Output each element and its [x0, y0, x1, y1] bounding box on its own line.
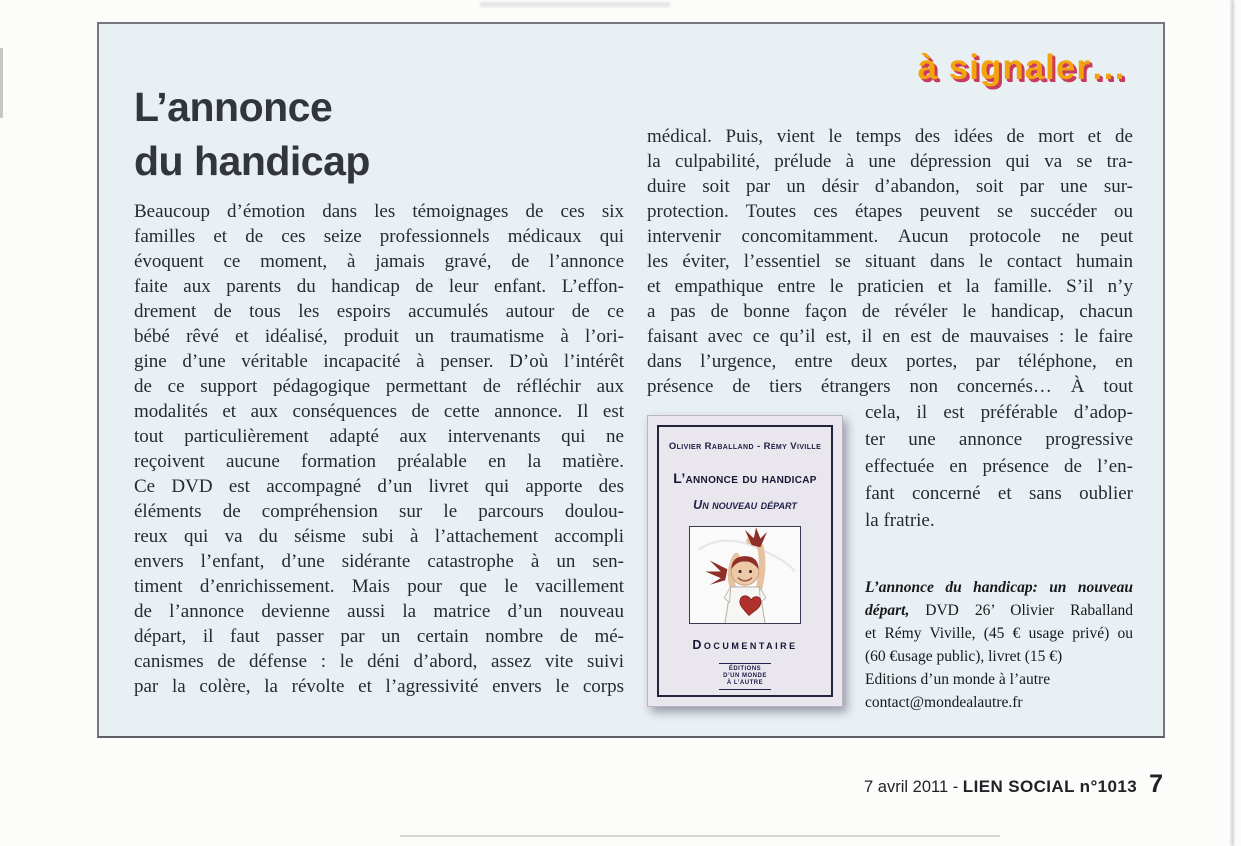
text-line: et empathique entre le praticien et la famille. S’il n’y: [647, 276, 1133, 297]
text-line: par la colère, la révolte et l’agressivité envers le corps: [134, 676, 624, 697]
dvd-genre: Documentaire: [692, 638, 798, 652]
text-line: de ce support pédagogique permettant de réfléchir aux: [134, 376, 624, 397]
text-line: intervenir concomitamment. Aucun protocole ne peut: [647, 226, 1133, 247]
text-line: drement de tous les espoirs accumulés autour de ce: [134, 301, 624, 322]
text-line: timent d’enrichissement. Mais pour que le vacillement: [134, 576, 624, 597]
girl-illustration-icon: [689, 526, 801, 624]
dvd-cover-frame: [657, 425, 833, 697]
text-line: la culpabilité, prélude à une dépression qui va se tra-: [647, 151, 1133, 172]
text-line: faisant avec ce qu’il est, il en est de mauvaises : le faire: [647, 326, 1133, 347]
caption-line: [865, 599, 1133, 622]
dvd-publisher-line2: D’UN MONDE: [723, 673, 767, 679]
right-column-wrap-row: [647, 399, 1133, 714]
text-line: médical. Puis, vient le temps des idées de mort et de: [647, 126, 1133, 147]
text-line: cela, il est préférable d’adop-: [865, 402, 1133, 423]
caption-text: DVD 26’ Olivier Raballand: [909, 602, 1133, 619]
right-column: [647, 124, 1133, 714]
text-line: Beaucoup d’émotion dans les témoignages de ces six: [134, 201, 624, 222]
text-line: fant concerné et sans oublier: [865, 483, 1133, 504]
scan-artifact-left-edge: [0, 48, 3, 118]
footer-page-number: 7: [1149, 770, 1163, 798]
text-line: ter une annonce progressive: [865, 429, 1133, 450]
caption-bold-text: départ,: [865, 602, 910, 619]
text-line: familles et de ces seize professionnels médicaux qui: [134, 226, 624, 247]
footer-date: 7 avril 2011 -: [864, 778, 963, 796]
text-line: protection. Toutes ces étapes peuvent se succéder ou: [647, 201, 1133, 222]
caption-line: [865, 622, 1133, 645]
text-line: canismes de défense : le déni d’abord, assez vite suivi: [134, 651, 624, 672]
caption-email: [865, 691, 1133, 714]
article-title-line1: L’annonce: [134, 84, 333, 130]
dvd-subtitle: Un nouveau départ: [693, 498, 797, 512]
caption-text: et Rémy Viville, (45 € usage privé) ou: [865, 625, 1133, 642]
text-line: la fratrie.: [865, 510, 935, 531]
text-line: reçoivent aucune formation préalable en la matière.: [134, 451, 624, 472]
text-line: tout particulièrement adapté aux intervenants qui ne: [134, 426, 624, 447]
text-line: effectuée en présence de l’en-: [865, 456, 1133, 477]
dvd-publisher-line3: À L’AUTRE: [726, 680, 764, 686]
text-line: évoquent ce moment, à jamais gravé, de l’annonce: [134, 251, 624, 272]
scan-artifact-right-edge: [1231, 0, 1234, 846]
text-line: envers l’enfant, d’une sidérante catastrophe à un sen-: [134, 551, 624, 572]
text-line: dans l’urgence, entre deux portes, par téléphone, en: [647, 351, 1133, 372]
text-line: les éviter, l’essentiel se situant dans le contact humain: [647, 251, 1133, 272]
dvd-caption: [865, 576, 1133, 714]
dvd-publisher-logo: [719, 663, 771, 690]
text-line: de l’annonce devienne aussi la matrice d’un nouveau: [134, 601, 624, 622]
dvd-title: L’annonce du handicap: [673, 470, 817, 486]
article-panel: [97, 22, 1165, 738]
dvd-publisher-line1: ÉDITIONS: [728, 666, 762, 672]
scan-artifact-top: [480, 2, 670, 7]
dvd-cover-photo: [647, 415, 843, 707]
text-line: faite aux parents du handicap de leur enfant. L’effon-: [134, 276, 624, 297]
right-column-wrap-text: [865, 399, 1133, 534]
scan-artifact-bottom: [400, 835, 1000, 837]
text-line: modalités et aux conséquences de cette annonce. Il est: [134, 401, 624, 422]
right-column-top: [647, 124, 1133, 399]
right-column-stack: [865, 399, 1133, 714]
footer-magazine: LIEN SOCIAL n°1013: [962, 777, 1138, 796]
section-label: à signaler…: [917, 48, 1127, 87]
text-line: a pas de bonne façon de révéler le handicap, chacun: [647, 301, 1133, 322]
caption-text: contact@mondealautre.fr: [865, 694, 1023, 711]
caption-line: [865, 645, 1133, 668]
caption-bold-text: L’annonce du handicap: un nouveau: [865, 579, 1133, 596]
text-line: présence de tiers étrangers non concernés… À tout: [647, 376, 1133, 397]
text-line: duire soit par un désir d’abandon, soit par une sur-: [647, 176, 1133, 197]
text-line: gine d’une véritable incapacité à penser. D’où l’intérêt: [134, 351, 624, 372]
caption-line: [865, 576, 1133, 599]
article-title-line2: du handicap: [134, 138, 370, 184]
article-title: [134, 80, 370, 188]
caption-text: (60 €usage public), livret (15 €): [865, 648, 1063, 665]
left-column: [134, 199, 624, 699]
text-line: départ, il faut passer par un certain nombre de mé-: [134, 626, 624, 647]
text-line: bébé rêvé et idéalisé, produit un traumatisme à l’ori-: [134, 326, 624, 347]
page-footer: [0, 770, 1163, 799]
text-line: Ce DVD est accompagné d’un livret qui apporte des: [134, 476, 624, 497]
text-line: éléments de compréhension sur le parcours doulou-: [134, 501, 624, 522]
text-line: reux qui va du séisme subi à l’attachement accompli: [134, 526, 624, 547]
dvd-authors: Olivier Raballand - Rémy Viville: [668, 441, 822, 452]
caption-text: Editions d’un monde à l’autre: [865, 671, 1051, 688]
dvd-cover: [647, 415, 843, 707]
caption-line: [865, 668, 1133, 691]
